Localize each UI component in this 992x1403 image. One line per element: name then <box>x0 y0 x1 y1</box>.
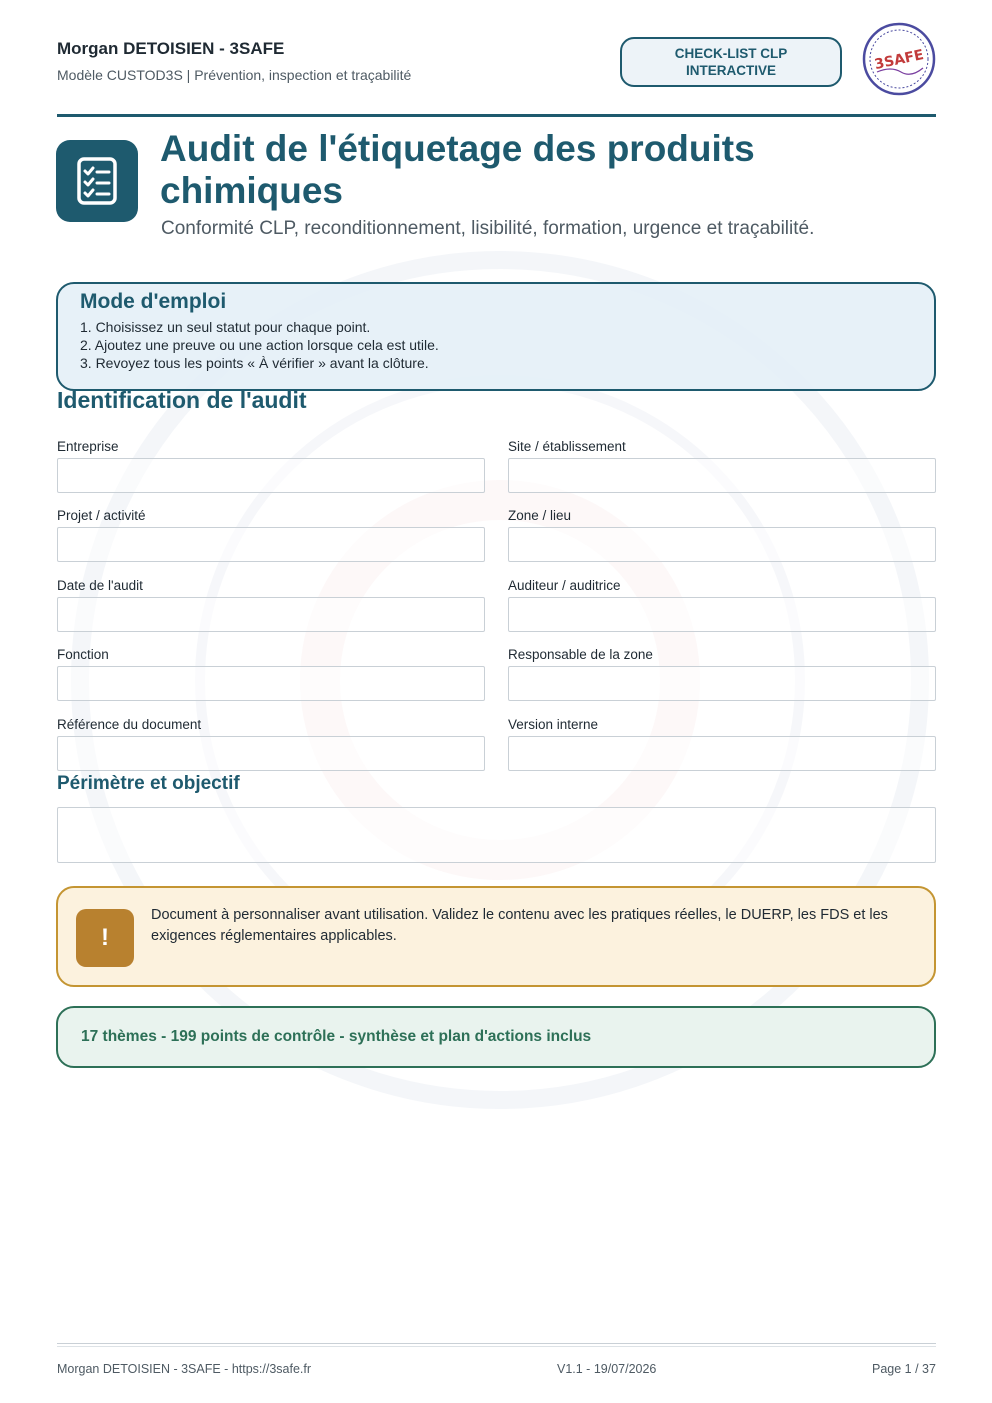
warning-text: Document à personnaliser avant utilisation. Validez le contenu avec les pratiques réelles, le DUERP, les FDS et les exigences réglementaires applicables. <box>151 907 888 944</box>
internal-version-label: Version interne <box>508 717 599 732</box>
document-reference-field[interactable] <box>57 736 485 771</box>
page-subtitle: Conformité CLP, reconditionnement, lisibilité, formation, urgence et traçabilité. <box>161 218 815 239</box>
warning-callout <box>56 886 936 987</box>
instruction-step: 1. Choisissez un seul statut pour chaque point. <box>80 319 371 335</box>
zone-manager-field[interactable] <box>508 666 936 701</box>
document-author: Morgan DETOISIEN - 3SAFE <box>57 39 285 58</box>
page-title: Audit de l'étiquetage des produits chimiques <box>160 128 755 211</box>
audit-date-label: Date de l'audit <box>57 578 143 593</box>
instructions-panel <box>56 282 936 391</box>
company-field[interactable] <box>57 458 485 493</box>
project-field[interactable] <box>57 527 485 562</box>
exclamation-icon: ! <box>76 909 134 967</box>
zone-label: Zone / lieu <box>508 508 572 523</box>
project-label: Projet / activité <box>57 508 146 523</box>
instructions-title: Mode d'emploi <box>80 290 227 313</box>
internal-version-field[interactable] <box>508 736 936 771</box>
checklist-badge <box>620 37 842 87</box>
scope-field[interactable] <box>57 807 936 863</box>
site-field[interactable] <box>508 458 936 493</box>
audit-date-field[interactable] <box>57 597 485 632</box>
company-label: Entreprise <box>57 439 119 454</box>
function-label: Fonction <box>57 647 109 662</box>
document-reference-label: Référence du document <box>57 717 202 732</box>
svg-text:3SAFE: 3SAFE <box>873 46 926 73</box>
summary-banner: 17 thèmes - 199 points de contrôle - synthèse et plan d'actions inclus <box>56 1006 936 1068</box>
footer-divider <box>57 1343 936 1347</box>
header-divider <box>57 114 936 117</box>
footer-page-number: Page 1 / 37 <box>872 1362 936 1376</box>
badge-line-1: CHECK-LIST CLP <box>674 46 788 61</box>
document-model-subtitle: Modèle CUSTOD3S | Prévention, inspection et traçabilité <box>57 67 412 83</box>
scope-title: Périmètre et objectif <box>57 773 240 794</box>
auditor-field[interactable] <box>508 597 936 632</box>
identification-title: Identification de l'audit <box>57 387 307 413</box>
3safe-logo <box>861 22 937 96</box>
site-label: Site / établissement <box>508 439 626 454</box>
auditor-label: Auditeur / auditrice <box>508 578 621 593</box>
instruction-step: 3. Revoyez tous les points « À vérifier » avant la clôture. <box>80 355 429 371</box>
zone-manager-label: Responsable de la zone <box>508 647 653 662</box>
checklist-icon <box>56 140 138 222</box>
instruction-step: 2. Ajoutez une preuve ou une action lorsque cela est utile. <box>80 337 439 353</box>
badge-line-2: INTERACTIVE <box>685 63 776 78</box>
zone-field[interactable] <box>508 527 936 562</box>
function-field[interactable] <box>57 666 485 701</box>
footer-author-url: Morgan DETOISIEN - 3SAFE - https://3safe.fr <box>57 1362 312 1376</box>
footer-version-date: V1.1 - 19/07/2026 <box>557 1362 657 1376</box>
